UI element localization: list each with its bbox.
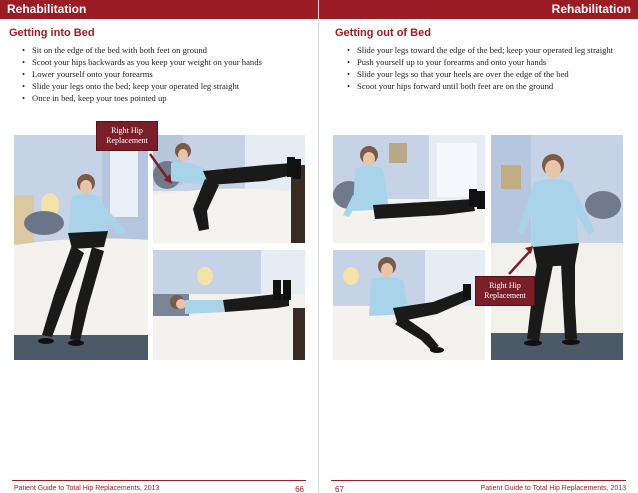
callout-right-hip-replacement xyxy=(96,121,158,151)
list-item: • Slide your legs toward the edge of the bed; keep your operated leg straight xyxy=(347,44,623,56)
photo-leaning-on-forearms xyxy=(153,135,305,243)
list-item: • Slide your legs so that your heels are over the edge of the bed xyxy=(347,68,623,80)
callout-label: Right Hip Replacement xyxy=(484,281,526,300)
section-title: Getting out of Bed xyxy=(335,27,431,39)
footer-rule xyxy=(331,480,626,481)
photo-sitting-on-bed-edge xyxy=(14,135,148,360)
page-header-band xyxy=(0,0,318,19)
footer-guide-title: Patient Guide to Total Hip Replacements, 2013 xyxy=(14,485,160,492)
instruction-list xyxy=(347,44,623,92)
callout-pointer-arrow xyxy=(148,152,174,186)
footer-rule xyxy=(12,480,306,481)
page-header: Rehabilitation xyxy=(7,2,87,16)
list-item: • Sit on the edge of the bed with both feet on ground xyxy=(22,44,312,56)
footer-guide-title: Patient Guide to Total Hip Replacements, 2013 xyxy=(480,485,626,492)
list-item: • Scoot your hips forward until both feet are on the ground xyxy=(347,80,623,92)
callout-pointer-arrow xyxy=(505,244,535,276)
photo-pushing-up-to-hands xyxy=(333,135,485,243)
right-page xyxy=(319,0,638,493)
page-number: 66 xyxy=(295,485,304,493)
callout-label: Right Hip Replacement xyxy=(106,126,148,145)
instruction-list xyxy=(22,44,312,104)
list-item: • Lower yourself onto your forearms xyxy=(22,68,312,80)
page-header: Rehabilitation xyxy=(551,2,631,16)
list-item: • Slide your legs onto the bed; keep your operated leg straight xyxy=(22,80,312,92)
list-item: • Scoot your hips backwards as you keep your weight on your hands xyxy=(22,56,312,68)
photo-lying-in-bed xyxy=(153,250,305,360)
photo-heels-over-edge xyxy=(333,250,485,360)
page-number: 67 xyxy=(335,485,344,493)
callout-right-hip-replacement xyxy=(475,276,535,306)
page-header-band xyxy=(319,0,638,19)
section-title: Getting into Bed xyxy=(9,27,95,39)
list-item: • Push yourself up to your forearms and onto your hands xyxy=(347,56,623,68)
list-item: • Once in bed, keep your toes pointed up xyxy=(22,92,312,104)
